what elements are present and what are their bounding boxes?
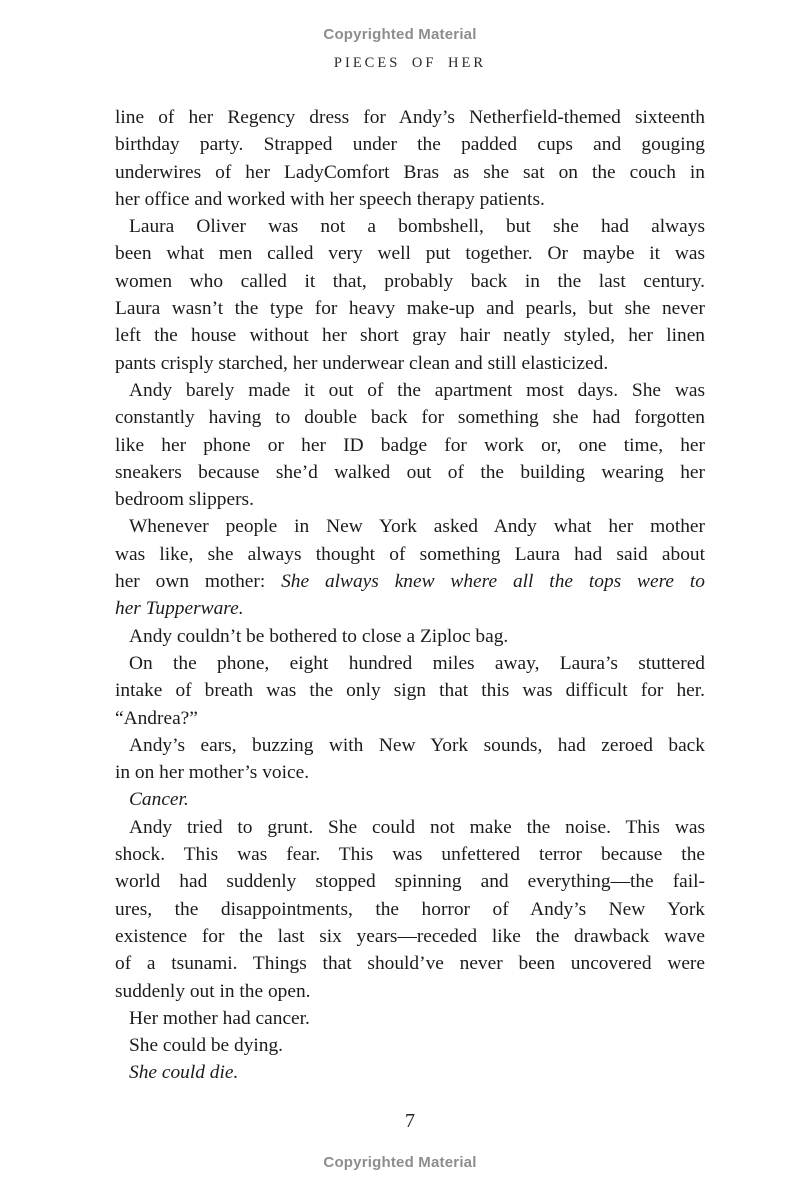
body-text-segment: her office and worked with her speech therapy patients. [115,188,545,210]
body-text-segment: birthday party. Strapped under the padded cups and gouging [115,134,705,156]
text-line [115,131,705,158]
running-head-title: PIECES OF HER [333,55,487,71]
body-text [115,104,705,1087]
text-line [115,568,705,595]
paragraph [115,786,705,813]
body-text-segment: “Andrea?” [115,707,198,729]
paragraph [115,1005,705,1032]
text-line [115,104,705,131]
text-line [115,240,705,267]
text-line [115,1032,705,1059]
text-line [115,650,705,677]
body-text-segment: Andy couldn’t be bothered to close a Ziploc bag. [129,625,509,647]
text-line [115,350,705,377]
italic-text: She could die. [129,1062,239,1084]
text-line [115,213,705,240]
text-line [115,486,705,513]
body-text-segment: been what men called very well put together. Or maybe it was [115,243,705,265]
copyright-notice-top: Copyrighted Material [323,26,477,43]
body-text-segment: women who called it that, probably back in the last century. [115,270,705,292]
text-line [115,759,705,786]
text-line [115,459,705,486]
body-text-segment: pants crisply starched, her underwear clean and still elasticized. [115,352,609,374]
body-text-segment: Andy barely made it out of the apartment most days. She was [129,379,705,401]
body-text-segment: sneakers because she’d walked out of the building wearing her [115,461,705,483]
body-text-segment: constantly having to double back for something she had forgotten [115,407,705,429]
body-text-segment: left the house without her short gray hair neatly styled, her linen [115,325,705,347]
text-line [115,295,705,322]
text-line [115,705,705,732]
text-line [115,814,705,841]
body-text-segment: of a tsunami. Things that should’ve never been uncovered were [115,953,705,975]
text-line [115,595,705,622]
text-line [115,513,705,540]
body-text-segment: Laura wasn’t the type for heavy make-up and pearls, but she never [115,298,705,320]
body-text-segment: her own mother: [115,571,282,593]
text-line [115,923,705,950]
body-text-segment: like her phone or her ID badge for work or, one time, her [115,434,705,456]
paragraph [115,814,705,1005]
text-line [115,541,705,568]
text-line [115,786,705,813]
copyright-notice-bottom: Copyrighted Material [323,1154,477,1171]
text-line [115,623,705,650]
body-text-segment: shock. This was fear. This was unfettered terror because the [115,844,705,866]
text-line [115,868,705,895]
italic-text: She always knew where all the tops were to [281,571,705,593]
paragraph [115,513,705,622]
italic-text: her Tupperware. [115,598,244,620]
italic-text: Cancer. [129,789,189,811]
body-text-segment: bedroom slippers. [115,489,254,511]
text-line [115,377,705,404]
text-line [115,404,705,431]
body-text-segment: existence for the last six years—receded like the drawback wave [115,925,705,947]
body-text-segment: world had suddenly stopped spinning and everything—the fail- [115,871,705,893]
text-line [115,841,705,868]
body-text-segment: Laura Oliver was not a bombshell, but she had always [129,216,705,238]
paragraph [115,213,705,377]
body-text-segment: She could be dying. [129,1035,284,1057]
page-number: 7 [405,1110,415,1132]
body-text-segment: in on her mother’s voice. [115,762,310,784]
text-line [115,186,705,213]
paragraph [115,732,705,787]
text-line [115,677,705,704]
body-text-segment: ures, the disappointments, the horror of Andy’s New York [115,898,705,920]
text-line [115,322,705,349]
paragraph [115,623,705,650]
body-text-segment: Whenever people in New York asked Andy what her mother [129,516,705,538]
paragraph [115,104,705,213]
text-line [115,268,705,295]
body-text-segment: intake of breath was the only sign that this was difficult for her. [115,680,705,702]
body-text-segment: Andy tried to grunt. She could not make the noise. This was [129,816,705,838]
paragraph [115,377,705,513]
text-line [115,732,705,759]
text-line [115,1059,705,1086]
body-text-segment: On the phone, eight hundred miles away, Laura’s stuttered [129,652,705,674]
text-line [115,1005,705,1032]
text-line [115,950,705,977]
body-text-segment: suddenly out in the open. [115,980,311,1002]
paragraph [115,1032,705,1059]
text-line [115,978,705,1005]
paragraph [115,650,705,732]
paragraph [115,1059,705,1086]
text-line [115,159,705,186]
body-text-segment: underwires of her LadyComfort Bras as she sat on the couch in [115,161,705,183]
body-text-segment: was like, she always thought of something Laura had said about [115,543,705,565]
body-text-segment: Andy’s ears, buzzing with New York sounds, had zeroed back [129,734,705,756]
text-line [115,432,705,459]
body-text-segment: Her mother had cancer. [129,1007,310,1029]
text-line [115,896,705,923]
body-text-segment: line of her Regency dress for Andy’s Netherfield-themed sixteenth [115,107,705,128]
